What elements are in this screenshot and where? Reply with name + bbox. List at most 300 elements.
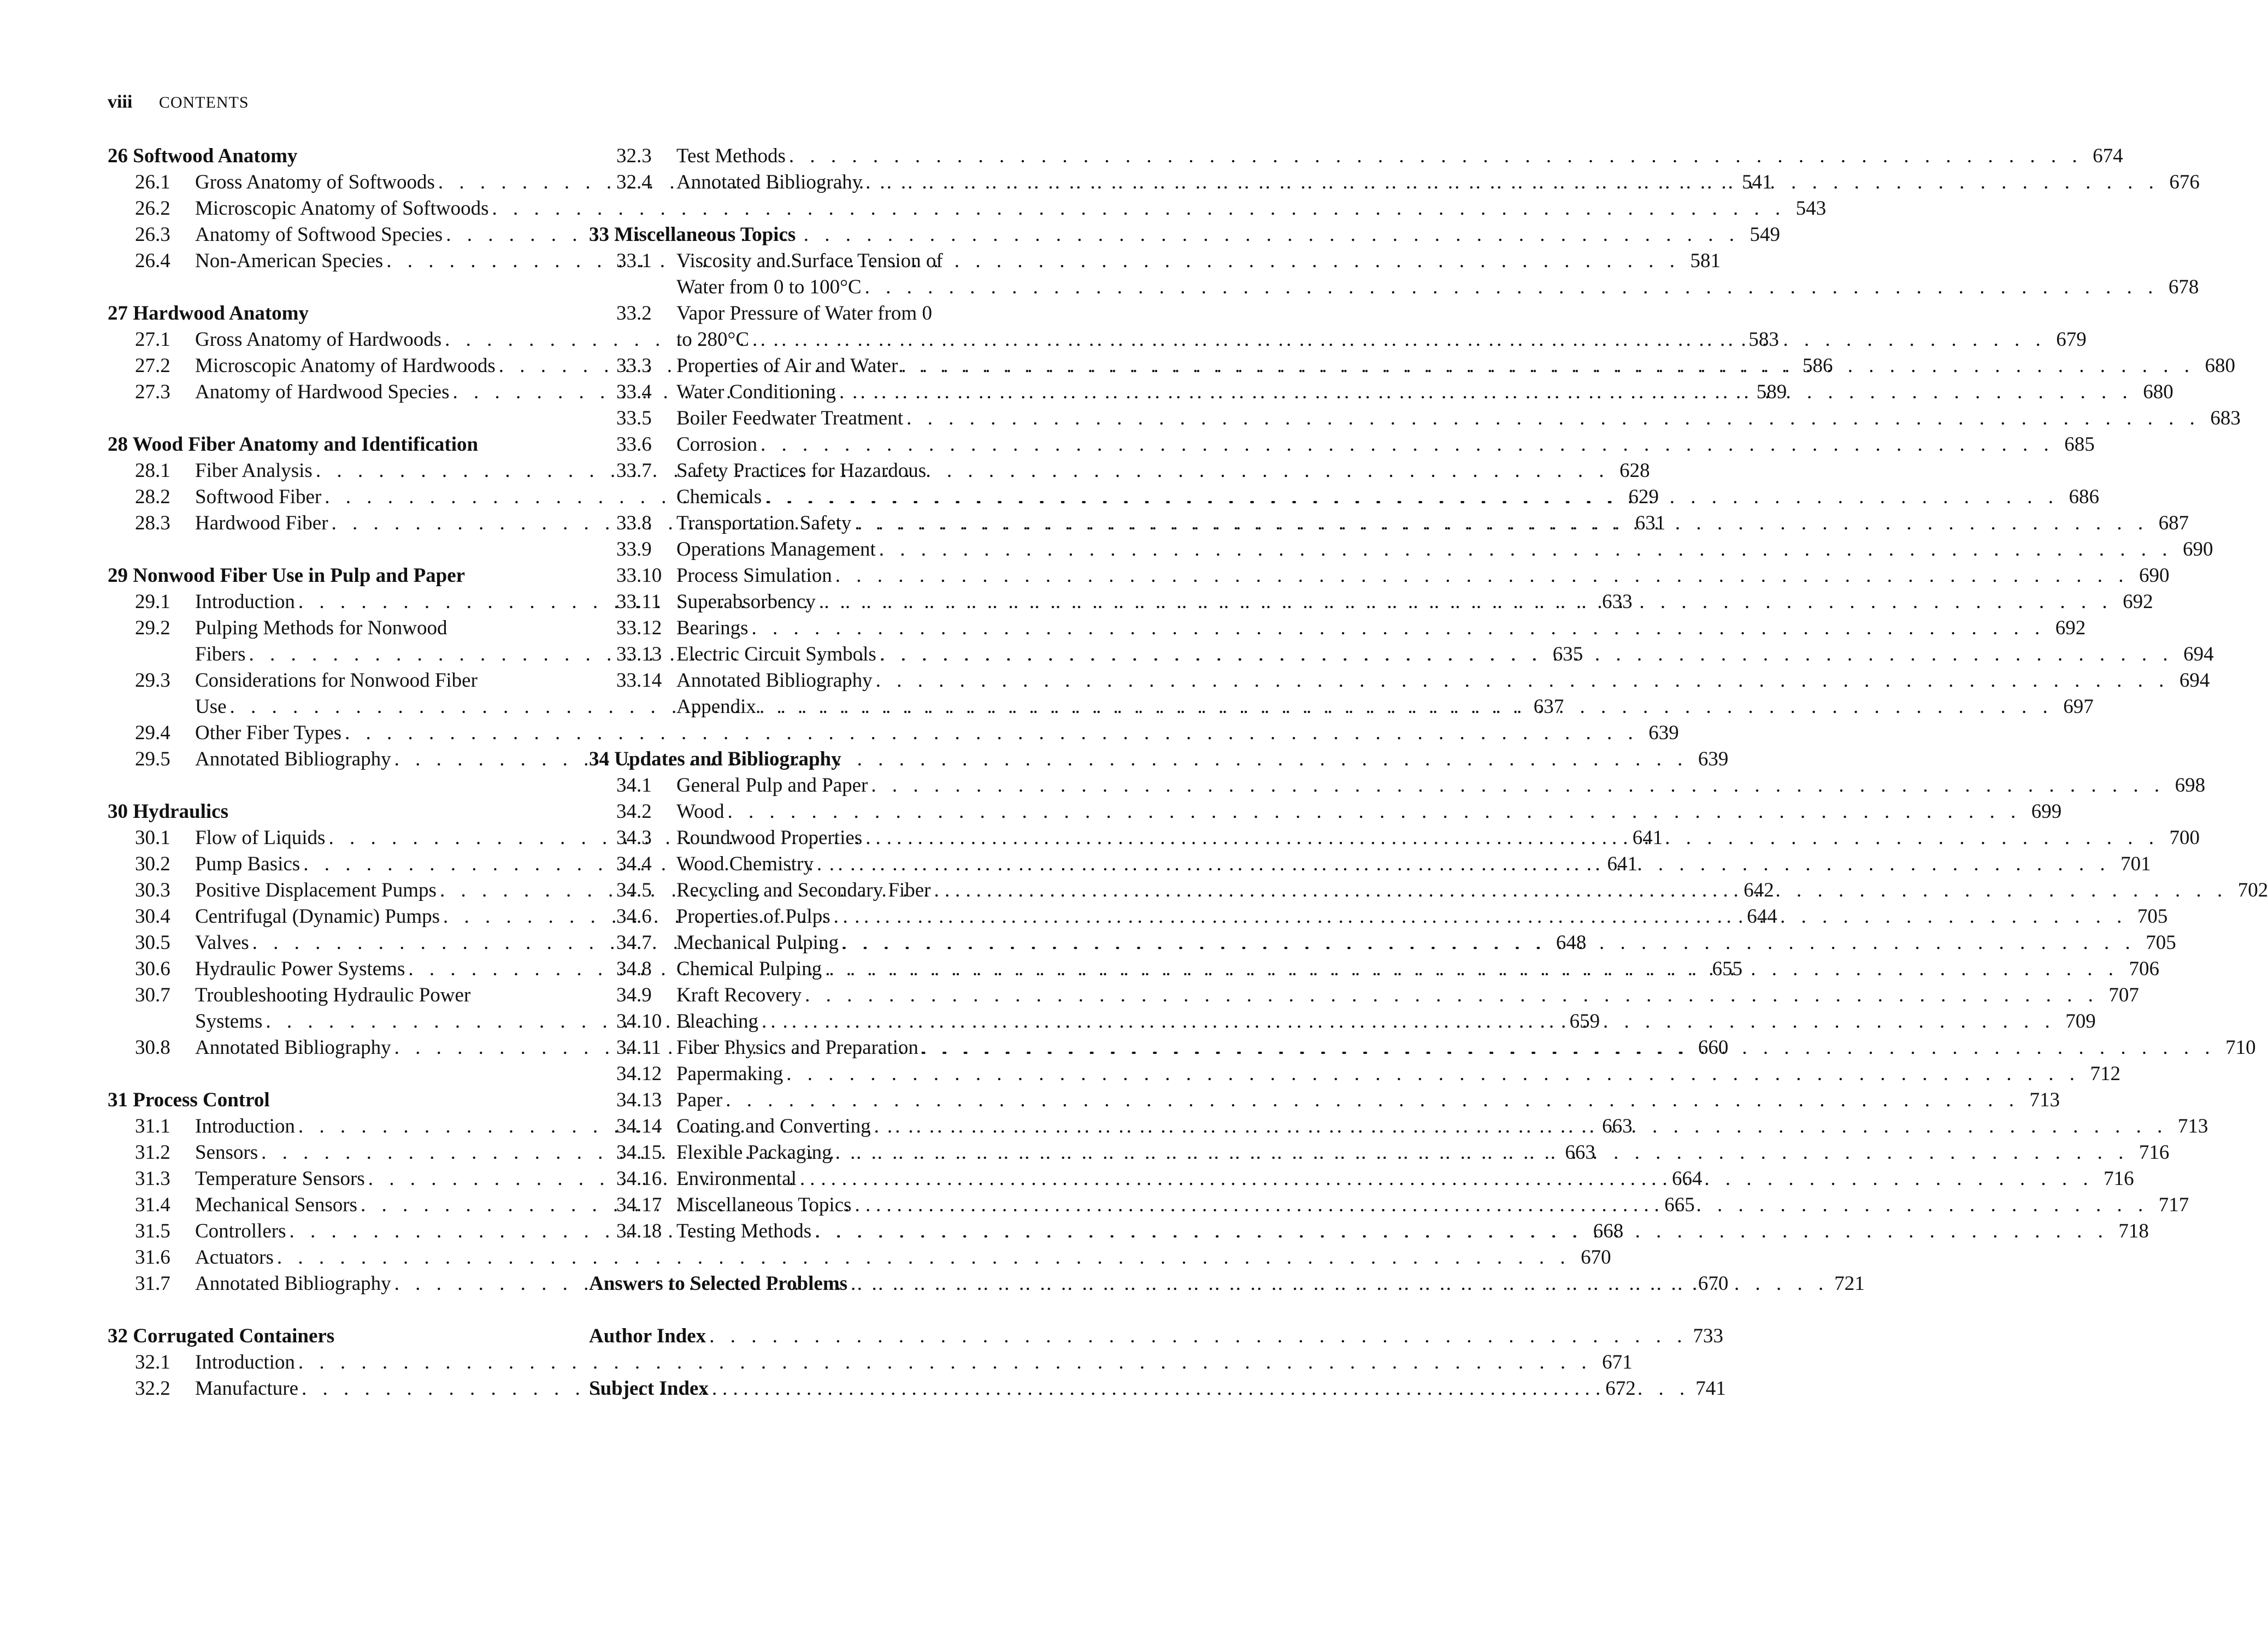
back-matter-entry [589, 1323, 1723, 1349]
entry-title-last-line [676, 563, 2169, 589]
dot-leader [759, 694, 2053, 720]
dot-leader [765, 484, 2059, 510]
section-number: 27.2 [135, 355, 170, 377]
entry-title-line: Viscosity and Surface Tension of [676, 250, 943, 272]
section-number: 27.1 [135, 328, 170, 351]
entry-title: Boiler Feedwater Treatment [676, 407, 904, 429]
section-number: 30.5 [135, 931, 170, 954]
chapter-number: 34 [589, 748, 609, 770]
section-number: 29.1 [135, 591, 170, 613]
chapter-number: 28 [108, 433, 128, 456]
dot-leader [934, 877, 2228, 904]
section-number: 34.17 [616, 1194, 662, 1216]
entry-body [676, 589, 2153, 615]
section-number: 33.9 [616, 538, 652, 561]
entry-title: Introduction [195, 1351, 295, 1373]
entry-body [676, 563, 2169, 589]
entry-title: General Pulp and Paper [676, 774, 868, 797]
back-matter-title: Author Index [589, 1325, 706, 1347]
entry-title: Mechanical Pulping [676, 931, 839, 954]
toc-entry [589, 536, 2213, 563]
entry-title-last-line [676, 405, 2241, 432]
dot-leader [874, 1113, 2168, 1140]
page-number: 686 [2069, 486, 2099, 508]
section-number: 33.5 [616, 407, 652, 429]
entry-title: Systems [195, 1010, 263, 1033]
dot-leader [906, 405, 2200, 432]
page-number: 655 [1712, 958, 1743, 980]
entry-title: Manufacture [195, 1377, 299, 1400]
section-number: 33.4 [616, 381, 652, 403]
entry-title: Corrosion [676, 433, 757, 456]
section-number: 34.12 [616, 1063, 662, 1085]
page-number: 733 [1693, 1325, 1723, 1347]
entry-body [676, 510, 2189, 536]
toc-entry [589, 405, 2241, 432]
entry-body [676, 1009, 2096, 1035]
entry-body [676, 1061, 2120, 1087]
dot-leader [839, 379, 2133, 405]
page-number: 692 [2123, 591, 2153, 613]
section-number: 33.2 [616, 302, 652, 325]
dot-leader [834, 904, 2128, 930]
section-number: 30.6 [135, 958, 170, 980]
toc-entry [589, 432, 2095, 458]
page-number: 631 [1635, 512, 1666, 534]
chapter-number: 30 [108, 800, 128, 823]
dot-leader [712, 1376, 1690, 1402]
chapter-title [108, 300, 567, 327]
entry-title: Roundwood Properties [676, 827, 863, 849]
entry-body [676, 904, 2167, 930]
entry-title-last-line [676, 1218, 2149, 1245]
dot-leader [835, 563, 2129, 589]
page-number: 668 [1593, 1220, 1624, 1242]
toc-entry [589, 1061, 2120, 1087]
chapter-number: 26 [108, 145, 128, 167]
section-number: 33.14 [616, 669, 662, 692]
page-number: 694 [2179, 669, 2210, 692]
entry-body [676, 405, 2241, 432]
dot-leader [805, 982, 2099, 1009]
chapter-title [108, 563, 567, 589]
entry-title-last-line [676, 1035, 2256, 1061]
entry-title-last-line [676, 1140, 2169, 1166]
chapter-title-text: Hardwood Anatomy [133, 302, 309, 325]
dot-leader [825, 956, 2119, 982]
page-number: 642 [1743, 879, 1774, 901]
chapter-title [108, 432, 567, 458]
entry-title-last-line [676, 982, 2139, 1009]
entry-title: Centrifugal (Dynamic) Pumps [195, 905, 440, 928]
dot-leader [865, 274, 2159, 300]
page-number: 583 [1748, 328, 1779, 351]
toc-entry [108, 196, 1827, 222]
entry-title: Testing Methods [676, 1220, 812, 1242]
page-number: 671 [1602, 1351, 1633, 1373]
entry-title-last-line [676, 379, 2173, 405]
back-matter-title: Answers to Selected Problems [589, 1272, 848, 1295]
dot-leader [855, 510, 2148, 536]
page-number: 541 [1742, 171, 1772, 193]
entry-title: Valves [195, 931, 249, 954]
dot-leader [761, 432, 2054, 458]
entry-title-last-line [676, 484, 2099, 510]
dot-leader [855, 1192, 2148, 1218]
entry-title: Microscopic Anatomy of Hardwoods [195, 355, 496, 377]
page-number: 692 [2055, 617, 2086, 639]
chapter-title [108, 799, 567, 825]
page-number: 670 [1581, 1246, 1611, 1269]
dot-leader [865, 169, 2159, 196]
page-number: 644 [1747, 905, 1777, 928]
toc-entry [589, 982, 2139, 1009]
page-number: 683 [2210, 407, 2241, 429]
page-number: 716 [2104, 1168, 2134, 1190]
chapter-title [589, 222, 1048, 248]
entry-body [676, 1087, 2060, 1113]
back-matter-title: Subject Index [589, 1377, 709, 1400]
section-number: 26.3 [135, 223, 170, 246]
page-number: 628 [1619, 459, 1650, 482]
section-number: 33.10 [616, 564, 662, 587]
entry-title: Annotated Bibliography [195, 1036, 391, 1059]
page-number: 707 [2108, 984, 2139, 1006]
entry-title: Superabsorbency [676, 591, 816, 613]
section-number: 30.4 [135, 905, 170, 928]
page-number: 687 [2158, 512, 2189, 534]
section-number: 31.5 [135, 1220, 170, 1242]
page-number: 670 [1698, 1272, 1729, 1295]
page-header [108, 92, 249, 113]
section-number: 34.14 [616, 1115, 662, 1137]
page-number: 674 [2093, 145, 2123, 167]
entry-body [676, 773, 2205, 799]
entry-body [676, 668, 2210, 694]
section-number: 27.3 [135, 381, 170, 403]
entry-title: Softwood Fiber [195, 486, 322, 508]
entry-body [676, 930, 2176, 956]
entry-title: to 280°C [676, 328, 750, 351]
toc-entry [589, 615, 2086, 641]
section-number: 30.7 [135, 984, 170, 1006]
page-number: 639 [1698, 748, 1729, 770]
entry-title: Bearings [676, 617, 749, 639]
section-number: 29.4 [135, 722, 170, 744]
entry-title: Controllers [195, 1220, 286, 1242]
entry-body [676, 1140, 2169, 1166]
entry-body [676, 1035, 2256, 1061]
page-number: 713 [2177, 1115, 2208, 1137]
entry-body [676, 615, 2086, 641]
section-number: 32.1 [135, 1351, 170, 1373]
entry-body [676, 536, 2213, 563]
dot-leader [842, 930, 2136, 956]
section-number: 31.6 [135, 1246, 170, 1269]
page-number: 698 [2175, 774, 2206, 797]
page-number: 702 [2237, 879, 2268, 901]
entry-title-last-line [676, 668, 2210, 694]
page-number: 741 [1695, 1377, 1726, 1400]
entry-title: Coating and Converting [676, 1115, 871, 1137]
section-number: 26.1 [135, 171, 170, 193]
entry-title: Chemicals [676, 486, 762, 508]
chapter-number: 27 [108, 302, 128, 325]
entry-title: Annotated Bibliograhy [676, 171, 863, 193]
section-number: 34.2 [616, 800, 652, 823]
entry-body [676, 1192, 2189, 1218]
section-number: 34.13 [616, 1089, 662, 1111]
entry-title: Anatomy of Hardwood Species [195, 381, 450, 403]
entry-body [676, 300, 2087, 353]
entry-title: Positive Displacement Pumps [195, 879, 437, 901]
page-number: 629 [1628, 486, 1659, 508]
section-number: 30.1 [135, 827, 170, 849]
entry-title: Use [195, 695, 227, 718]
toc-entry [108, 1349, 1633, 1376]
chapter-title-text: Corrugated Containers [133, 1325, 335, 1347]
entry-title: Papermaking [676, 1063, 784, 1085]
entry-title: Chemical Pulping [676, 958, 822, 980]
entry-title-last-line [676, 930, 2176, 956]
entry-title: Flexible Packaging [676, 1141, 832, 1164]
section-number: 29.2 [135, 617, 170, 639]
entry-title: Annotated Bibliography [676, 669, 873, 692]
dot-leader [871, 773, 2165, 799]
section-number: 31.2 [135, 1141, 170, 1164]
page-number: 639 [1648, 722, 1679, 744]
section-number: 33.3 [616, 355, 652, 377]
entry-title: Kraft Recovery [676, 984, 802, 1006]
page-number: 664 [1672, 1168, 1703, 1190]
entry-title-last-line [676, 956, 2159, 982]
dot-leader [762, 1009, 2055, 1035]
entry-title-last-line [676, 694, 2094, 720]
entry-title: Water Conditioning [676, 381, 836, 403]
entry-body [676, 353, 2235, 379]
page-number: 633 [1602, 591, 1633, 613]
section-number: 32.4 [616, 171, 652, 193]
entry-title-last-line [676, 641, 2214, 668]
entry-title-line: Vapor Pressure of Water from 0 [676, 302, 932, 325]
page-number: 679 [2056, 328, 2087, 351]
entry-title: Anatomy of Softwood Species [195, 223, 443, 246]
entry-title-last-line [676, 1061, 2120, 1087]
section-number: 32.3 [616, 145, 652, 167]
entry-title-line: Safety Practices for Hazardous [676, 459, 927, 482]
section-number: 34.4 [616, 853, 652, 875]
section-number: 31.4 [135, 1194, 170, 1216]
dot-leader [726, 1087, 2019, 1113]
section-number: 34.5 [616, 879, 652, 901]
entry-title-last-line [676, 1087, 2060, 1113]
entry-body [676, 432, 2095, 458]
dot-leader [922, 1035, 2216, 1061]
toc-entry [589, 563, 2170, 589]
section-number: 33.12 [616, 617, 662, 639]
entry-body [676, 982, 2139, 1009]
page-number: 717 [2158, 1194, 2189, 1216]
section-number: 34.7 [616, 931, 652, 954]
entry-body [676, 1166, 2134, 1192]
entry-body [676, 169, 2200, 196]
page-number: 699 [2031, 800, 2062, 823]
entry-title: Sensors [195, 1141, 258, 1164]
page-number: viii [108, 92, 133, 112]
running-head: CONTENTS [158, 93, 249, 111]
dot-leader [815, 1218, 2108, 1245]
chapter-title-text: Miscellaneous Topics [614, 223, 796, 246]
page-number: 680 [2205, 355, 2236, 377]
entry-title-last-line [676, 143, 2123, 169]
entry-body [676, 379, 2173, 405]
section-number: 33.13 [616, 643, 662, 665]
chapter-title-text: Wood Fiber Anatomy and Identification [132, 433, 479, 456]
entry-title-last-line [676, 353, 2235, 379]
entry-title: Flow of Liquids [195, 827, 326, 849]
dot-leader [865, 825, 2159, 851]
entry-title-last-line [676, 615, 2086, 641]
entry-title: Appendix [676, 695, 756, 718]
entry-title-last-line [676, 1192, 2189, 1218]
page-number: 648 [1556, 931, 1587, 954]
page-number: 659 [1569, 1010, 1600, 1033]
chapter-title [589, 746, 1048, 773]
dot-leader [709, 1323, 1687, 1349]
dot-leader [876, 668, 2170, 694]
entry-title: Gross Anatomy of Hardwoods [195, 328, 442, 351]
chapter-title-text: Softwood Anatomy [133, 145, 298, 167]
entry-title: Annotated Bibliography [195, 748, 391, 770]
toc-entry [589, 668, 2210, 694]
entry-title-line: Troubleshooting Hydraulic Power [195, 984, 471, 1006]
entry-title: Environmental [676, 1168, 797, 1190]
chapter-title [108, 1323, 567, 1349]
chapter-number: 29 [108, 564, 128, 587]
entry-title-last-line [676, 773, 2205, 799]
entry-title-last-line [676, 274, 2199, 300]
toc-entry [589, 799, 2062, 825]
section-number: 34.11 [616, 1036, 661, 1059]
chapter-number: 31 [108, 1089, 128, 1111]
page-number: 637 [1533, 695, 1564, 718]
dot-leader [752, 327, 2046, 353]
entry-title-last-line [676, 799, 2061, 825]
page-number: 678 [2168, 276, 2199, 298]
toc-entry [108, 1245, 1611, 1271]
entry-title: Recycling and Secondary Fiber [676, 879, 931, 901]
entry-title: Paper [676, 1089, 723, 1111]
dot-leader [835, 1140, 2129, 1166]
page-number: 635 [1552, 643, 1583, 665]
entry-title-last-line [676, 1166, 2134, 1192]
chapter-title [108, 1087, 567, 1113]
page-number: 721 [1834, 1272, 1865, 1295]
entry-title: Gross Anatomy of Softwoods [195, 171, 435, 193]
page-number: 665 [1664, 1194, 1695, 1216]
entry-title: Bleaching [676, 1010, 759, 1033]
entry-body [676, 799, 2061, 825]
chapter-number: 33 [589, 223, 609, 246]
entry-body [676, 825, 2200, 851]
dot-leader [901, 353, 2195, 379]
entry-title: Electric Circuit Symbols [676, 643, 876, 665]
page-number: 694 [2183, 643, 2214, 665]
section-number: 28.1 [135, 459, 170, 482]
section-number: 30.3 [135, 879, 170, 901]
entry-title-last-line [676, 327, 2087, 353]
entry-title: Transportation Safety [676, 512, 852, 534]
entry-title-last-line [676, 432, 2095, 458]
page-number: 713 [2029, 1089, 2060, 1111]
entry-title: Actuators [195, 1246, 274, 1269]
page-number: 680 [2143, 381, 2173, 403]
chapter-number: 32 [108, 1325, 128, 1347]
page-number: 660 [1698, 1036, 1729, 1059]
section-number: 34.1 [616, 774, 652, 797]
page-number: 709 [2065, 1010, 2096, 1033]
dot-leader [752, 615, 2046, 641]
entry-body [676, 1218, 2149, 1245]
dot-leader [879, 536, 2173, 563]
entry-title: Introduction [195, 1115, 295, 1137]
section-number: 31.7 [135, 1272, 170, 1295]
entry-title-last-line [676, 877, 2268, 904]
section-number: 34.15 [616, 1141, 662, 1164]
section-number: 31.3 [135, 1168, 170, 1190]
entry-title: Introduction [195, 591, 295, 613]
page-number: 697 [2063, 695, 2094, 718]
page-number: 589 [1756, 381, 1787, 403]
section-number: 29.5 [135, 748, 170, 770]
dot-leader [819, 589, 2113, 615]
section-number: 33.1 [616, 250, 652, 272]
page-number: 690 [2183, 538, 2213, 561]
entry-body [676, 143, 2123, 169]
section-number: 34.8 [616, 958, 652, 980]
entry-body [676, 694, 2094, 720]
entry-title-line: Considerations for Nonwood Fiber [195, 669, 478, 692]
dot-leader [851, 1271, 1829, 1297]
toc-entry [589, 143, 2123, 169]
entry-title: Hardwood Fiber [195, 512, 328, 534]
section-number: 29.3 [135, 669, 170, 692]
page-number: 690 [2139, 564, 2170, 587]
page-number: 701 [2120, 853, 2151, 875]
section-number: 34.10 [616, 1010, 662, 1033]
page-number: 716 [2139, 1141, 2170, 1164]
page-number: 705 [2137, 905, 2168, 928]
page-number: 663 [1565, 1141, 1595, 1164]
section-number: 33.11 [616, 591, 661, 613]
entry-body [676, 956, 2159, 982]
entry-title: Fibers [195, 643, 246, 665]
entry-title-last-line [676, 1113, 2208, 1140]
entry-title-last-line [676, 825, 2200, 851]
entry-title: Other Fiber Types [195, 722, 342, 744]
page-number: 706 [2129, 958, 2159, 980]
chapter-title-text: Nonwood Fiber Use in Pulp and Paper [133, 564, 466, 587]
entry-title: Properties of Pulps [676, 905, 830, 928]
section-number: 34.16 [616, 1168, 662, 1190]
page-number: 641 [1607, 853, 1637, 875]
page-number: 663 [1602, 1115, 1633, 1137]
entry-body [676, 877, 2268, 904]
entry-title: Pump Basics [195, 853, 301, 875]
section-number: 28.3 [135, 512, 170, 534]
entry-title: Microscopic Anatomy of Softwoods [195, 197, 489, 220]
chapter-title-text: Process Control [133, 1089, 270, 1111]
